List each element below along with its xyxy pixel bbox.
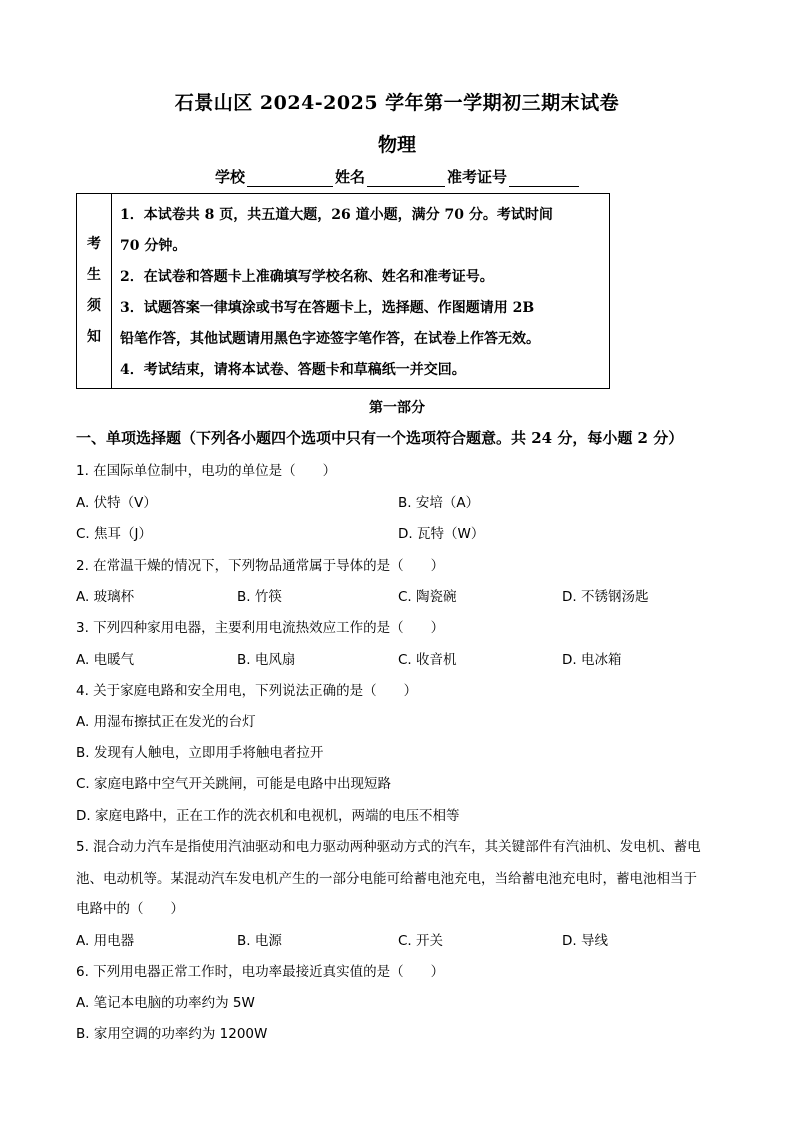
candidate-notice-box xyxy=(76,193,610,389)
notice-line: 2．在试卷和答题卡上准确填写学校名称、姓名和准考证号。 xyxy=(120,269,494,285)
notice-line: 1．本试卷共 8 页，共五道大题，26 道小题，满分 70 分。考试时间 xyxy=(120,207,553,223)
student-info-fields xyxy=(215,166,581,187)
question-stem-line: 池、电动机等。某混动汽车发电机产生的一部分电能可给蓄电池充电，当给蓄电池充电时，蓄电池相当于 xyxy=(76,871,697,887)
part-title: 第一部分 xyxy=(369,400,425,416)
option-b: B. 安培（A） xyxy=(398,495,480,511)
option-c: C. 收音机 xyxy=(398,652,457,668)
section-title: 一、单项选择题（下列各小题四个选项中只有一个选项符合题意。共 24 分，每小题 2 分） xyxy=(76,429,684,447)
option-a: A. 用湿布擦拭正在发光的台灯 xyxy=(76,714,256,730)
notice-line: 4．考试结束，请将本试卷、答题卡和草稿纸一并交回。 xyxy=(120,362,466,378)
question-stem-line: 电路中的（ ） xyxy=(76,901,184,917)
question-stem: 6. 下列用电器正常工作时，电功率最接近真实值的是（ ） xyxy=(76,964,445,980)
option-a: A. 笔记本电脑的功率约为 5W xyxy=(76,995,255,1011)
question-stem: 3. 下列四种家用电器，主要利用电流热效应工作的是（ ） xyxy=(76,620,445,636)
option-c: C. 家庭电路中空气开关跳闸，可能是电路中出现短路 xyxy=(76,776,392,792)
school-label: 学校 xyxy=(215,168,246,186)
option-c: C. 焦耳（J） xyxy=(76,526,152,542)
question-stem-line: 5. 混合动力汽车是指使用汽油驱动和电力驱动两种驱动方式的汽车，其关键部件有汽油机、发电机、蓄电 xyxy=(76,839,701,855)
exam-title: 石景山区 2024-2025 学年第一学期初三期末试卷 xyxy=(174,92,620,114)
notice-side-label xyxy=(77,194,112,388)
option-d: D. 不锈钢汤匙 xyxy=(562,589,649,605)
option-b: B. 电源 xyxy=(237,933,282,949)
option-a: A. 用电器 xyxy=(76,933,135,949)
exam-id-label: 准考证号 xyxy=(447,168,508,186)
exam-id-blank xyxy=(509,170,579,187)
option-d: D. 电冰箱 xyxy=(562,652,622,668)
option-b: B. 发现有人触电，立即用手将触电者拉开 xyxy=(76,745,324,761)
notice-line: 70 分钟。 xyxy=(120,238,187,254)
notice-side-char: 生 xyxy=(87,267,101,283)
name-blank xyxy=(367,170,445,187)
option-d: D. 瓦特（W） xyxy=(398,526,485,542)
option-c: C. 开关 xyxy=(398,933,444,949)
option-d: D. 家庭电路中，正在工作的洗衣机和电视机，两端的电压不相等 xyxy=(76,808,460,824)
option-a: A. 玻璃杯 xyxy=(76,589,135,605)
question-stem: 1. 在国际单位制中，电功的单位是（ ） xyxy=(76,463,337,479)
notice-side-char: 知 xyxy=(87,329,101,345)
question-stem: 2. 在常温干燥的情况下，下列物品通常属于导体的是（ ） xyxy=(76,558,445,574)
notice-line: 3．试题答案一律填涂或书写在答题卡上，选择题、作图题请用 2B xyxy=(120,300,535,316)
notice-content xyxy=(112,194,609,388)
option-c: C. 陶瓷碗 xyxy=(398,589,457,605)
notice-side-char: 考 xyxy=(87,236,101,252)
question-stem: 4. 关于家庭电路和安全用电，下列说法正确的是（ ） xyxy=(76,683,418,699)
option-a: A. 电暖气 xyxy=(76,652,135,668)
name-label: 姓名 xyxy=(335,168,366,186)
option-d: D. 导线 xyxy=(562,933,608,949)
option-b: B. 电风扇 xyxy=(237,652,296,668)
school-blank xyxy=(247,170,333,187)
notice-side-char: 须 xyxy=(87,298,101,314)
option-b: B. 竹筷 xyxy=(237,589,282,605)
notice-line: 铅笔作答，其他试题请用黑色字迹签字笔作答，在试卷上作答无效。 xyxy=(120,331,540,347)
subject-title: 物理 xyxy=(377,134,416,156)
option-b: B. 家用空调的功率约为 1200W xyxy=(76,1026,268,1042)
option-a: A. 伏特（V） xyxy=(76,495,157,511)
